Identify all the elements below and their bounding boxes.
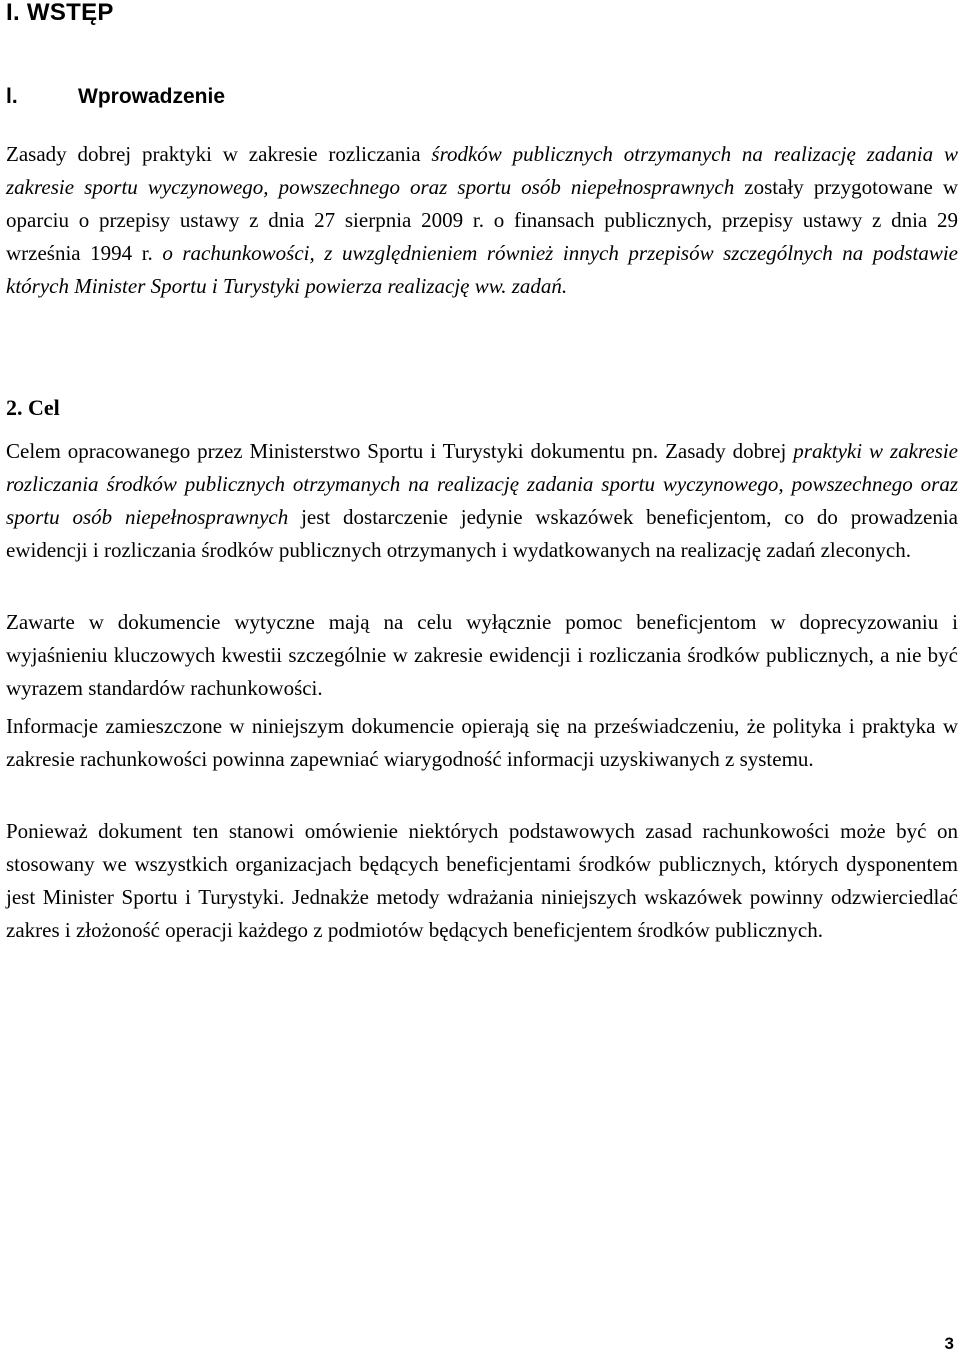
text-run: zostały przygotowane w oparciu o przepisy ustawy z dnia 27 sierpnia 2009 r. o finansach publicznych, przepisy ustawy z dnia 29 września 1994 r. — [6, 175, 958, 265]
goal-paragraph-4: Ponieważ dokument ten stanowi omówienie niektórych podstawowych zasad rachunkowości może być on stosowany we wszystkich organizacjach będących beneficjentami środków publicznych, których dysponentem jest Minister Sportu i Turystyki. Jednakże metody wdrażania niniejszych wskazówek powinny odzwierciedlać zakres i złożoność operacji każdego z podmiotów będących beneficjentem środków publicznych. — [6, 819, 958, 942]
section-heading-goal: 2. Cel — [6, 395, 60, 420]
introduction-paragraph — [6, 138, 958, 303]
text-run: Zasady dobrej praktyki w zakresie rozliczania — [6, 142, 432, 166]
chapter-heading: I. WSTĘP — [6, 0, 114, 26]
goal-paragraph-2: Zawarte w dokumencie wytyczne mają na celu wyłącznie pomoc beneficjentom w doprecyzowaniu i wyjaśnieniu kluczowych kwestii szczególnie w zakresie ewidencji i rozliczania środków publicznych, a nie być wyrazem standardów rachunkowości. — [6, 610, 958, 700]
goal-paragraph-3: Informacje zamieszczone w niniejszym dokumencie opierają się na przeświadczeniu, że polityka i praktyka w zakresie rachunkowości powinna zapewniać wiarygodność informacji uzyskiwanych z systemu. — [6, 714, 958, 771]
section-heading-introduction — [6, 84, 225, 110]
italic-text-run: o rachunkowości, z uwzględnieniem również innych przepisów szczególnych na podstawie których Minister Sportu i Turystyki powierza realizację ww. zadań. — [6, 241, 958, 298]
page-number: 3 — [944, 1334, 954, 1353]
italic-text-run: środków publicznych otrzymanych na realizację zadania w zakresie sportu wyczynowego, powszechnego oraz sportu osób niepełnosprawnych — [6, 142, 958, 199]
goal-paragraph-1 — [6, 435, 958, 567]
italic-text-run: praktyki w zakresie rozliczania środków publicznych otrzymanych na realizację zadania sportu wyczynowego, powszechnego oraz sportu osób niepełnosprawnych — [6, 439, 958, 529]
section-number: l. — [6, 85, 18, 108]
text-run: jest dostarczenie jedynie wskazówek beneficjentom, co do prowadzenia ewidencji i rozliczania środków publicznych otrzymanych i wydatkowanych na realizację zadań zleconych. — [6, 505, 959, 562]
text-run: Celem opracowanego przez Ministerstwo Sportu i Turystyki dokumentu pn. Zasady dobrej — [6, 439, 794, 463]
section-title: Wprowadzenie — [78, 85, 226, 108]
